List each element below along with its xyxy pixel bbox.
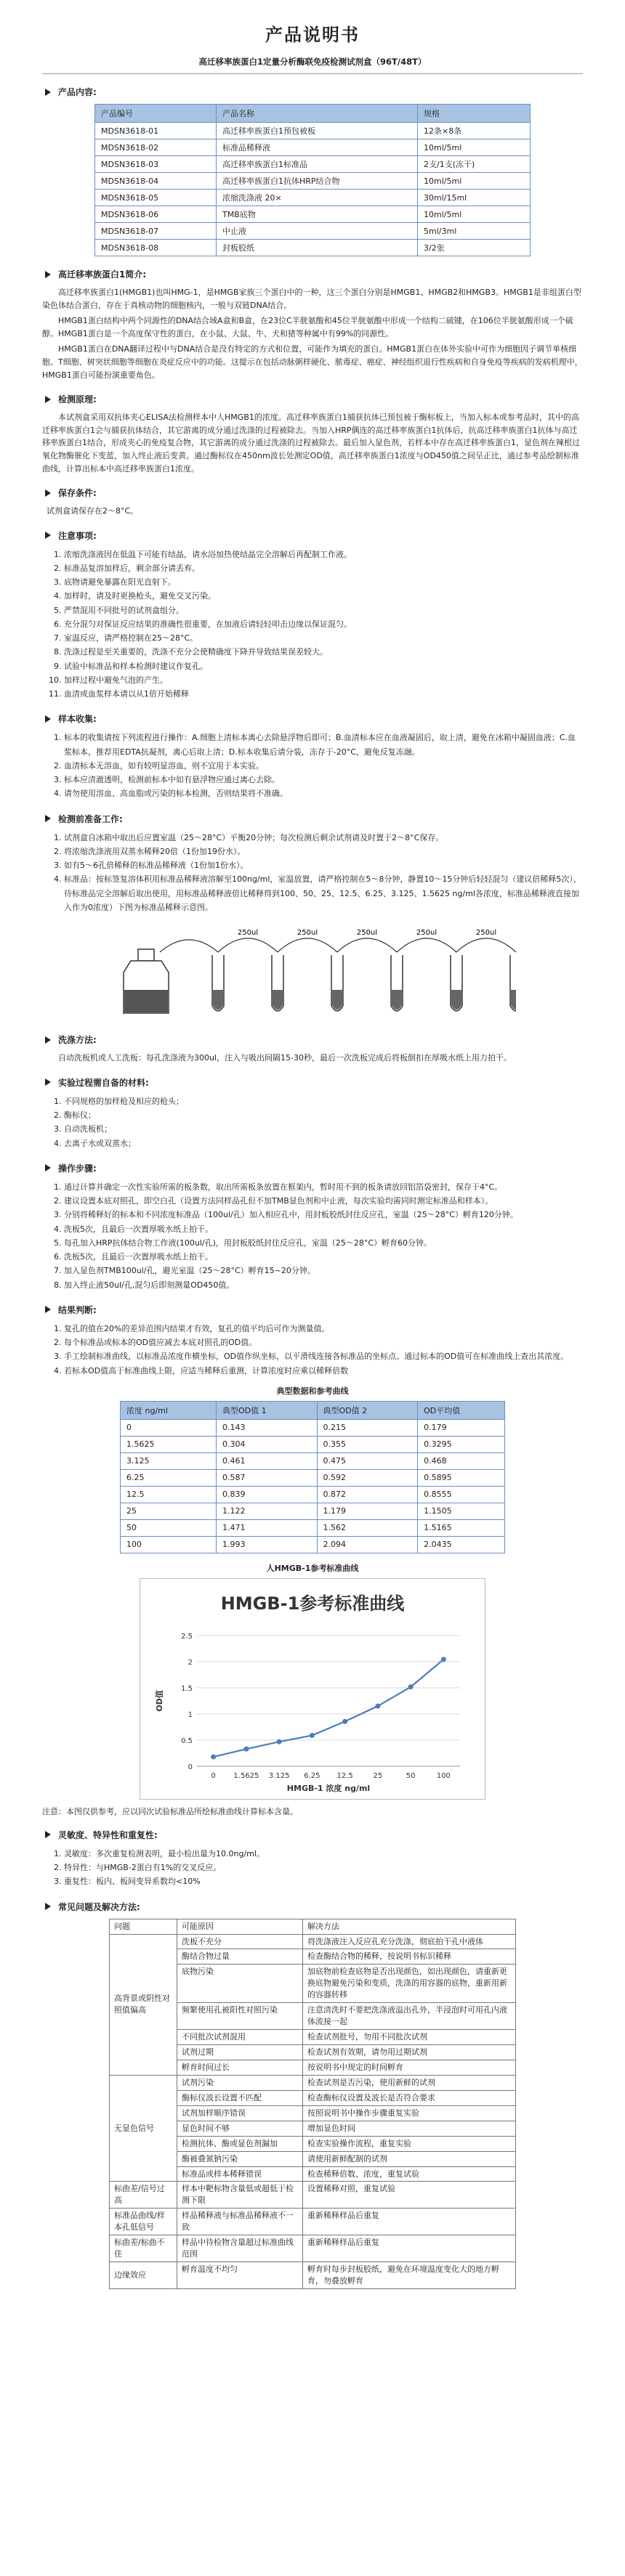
arrow-icon	[45, 1831, 51, 1838]
section-title: 结果判断:	[58, 1304, 97, 1315]
faq-cause: 样品稀释液与标准品稀释液不一致	[177, 2209, 303, 2235]
list-item: 1. 不同规格的加样枪及相应的枪头；	[64, 1094, 583, 1108]
section-notes	[42, 529, 583, 702]
x-tick-label: 3.125	[268, 1771, 290, 1780]
arrow-icon	[45, 1078, 51, 1086]
test-tube-icon	[331, 955, 343, 1011]
table-cell: MDSN3618-05	[95, 190, 217, 206]
contents-table	[94, 104, 531, 256]
data-point	[310, 1733, 315, 1738]
volume-label: 250ul	[237, 929, 259, 938]
samples-list	[42, 731, 583, 800]
table-header: 产品编号	[95, 105, 217, 123]
table-cell: 高迁移率族蛋白1预包被板	[217, 123, 418, 139]
notes-list	[42, 548, 583, 702]
table-cell: 0.592	[317, 1469, 418, 1486]
table-cell: 0.304	[216, 1436, 317, 1452]
wash-text: 自动洗板机或人工洗板：每孔洗涤液为300ul，注入与吸出间隔15-30秒，最后一次洗板完成后将板倒扣在厚吸水纸上用力拍干。	[58, 1053, 512, 1063]
transfer-arrow-icon	[160, 940, 218, 952]
list-item: 1. 灵敏度：多次重复检测表明，最小检出量为10.0ng/ml。	[64, 1847, 583, 1861]
arrow-icon	[45, 815, 51, 822]
table-cell: 0.872	[317, 1486, 418, 1503]
table-cell: 0.355	[317, 1436, 418, 1452]
table-cell: 50	[121, 1519, 217, 1536]
faq-solution: 检查试剂批号，勿用不同批次试剂	[303, 2030, 516, 2045]
section-title: 实验过程需自备的材料:	[58, 1077, 149, 1088]
table-header: 典型OD值 2	[317, 1401, 418, 1419]
faq-table	[109, 1919, 516, 2289]
table-row	[110, 2262, 516, 2289]
x-tick-label: 100	[436, 1771, 451, 1780]
test-tube-icon	[510, 955, 516, 1011]
faq-problem: 标曲差/信号过高	[110, 2182, 177, 2209]
arrow-icon	[45, 532, 51, 539]
table-cell: MDSN3618-02	[95, 139, 217, 156]
section-steps	[42, 1162, 583, 1292]
table-cell: 0.587	[216, 1469, 317, 1486]
faq-cause: 标准品或样本稀释错误	[177, 2166, 303, 2182]
list-item: 3. 如有5～6孔倍稀释的标准品稀释液（1份加1份水）。	[64, 858, 583, 872]
chart-caption: 人HMGB-1参考标准曲线	[266, 1563, 359, 1573]
section-title: 保存条件:	[58, 488, 97, 499]
list-item: 4. 去离子水或双蒸水；	[64, 1137, 583, 1150]
list-item: 8. 加入终止液50ul/孔,混匀后即刻测量OD450值。	[64, 1278, 583, 1292]
data-point	[375, 1703, 380, 1708]
section-title: 注意事项:	[58, 530, 97, 541]
list-item: 1. 通过计算并确定一次性实验所需的板条数，取出所需板条放置在框架内，暂时用不到的板条请放回铝箔袋密封，保存于4°C。	[64, 1180, 583, 1194]
list-item: 9. 试验中标准品和样本检测时建议作复孔。	[64, 659, 583, 673]
faq-solution: 孵育时每步封板胶纸，避免在环境温度变化大的地方孵育，勿叠放孵育	[303, 2262, 516, 2289]
y-tick-label: 2	[188, 1658, 193, 1667]
volume-label: 250ul	[297, 929, 318, 938]
table-cell: 2支/1支(冻干)	[418, 156, 531, 173]
list-item: 4. 加样时，请及时更换枪头，避免交叉污染。	[64, 589, 583, 603]
table-header: 问题	[110, 1919, 177, 1934]
faq-solution: 检查试剂有效期，请勿用过期试剂	[303, 2045, 516, 2060]
table-cell: 2.094	[317, 1536, 418, 1553]
x-tick-label: 12.5	[336, 1771, 353, 1780]
list-item: 4. 标准品：按标签复溶体积用标准品稀释液溶解至100ng/ml，室温放置，请严格控制在5～8分钟，静置10～15分钟后轻轻混匀（建议倍稀释5次），待标准品完全溶解后取出使用，用标准品稀释液倍比稀释得到100、50、25、12.5、6.25、3.125、1.5625 ng/ml各浓度，标准品稀释液直接加入作为0浓度）下图为标准品稀释示意图。	[64, 872, 583, 914]
table-row	[110, 2182, 516, 2209]
section-samples	[42, 712, 583, 800]
transfer-arrow-icon	[218, 938, 278, 952]
table-cell: 1.993	[216, 1536, 317, 1553]
table-cell: 0.215	[317, 1419, 418, 1436]
section-storage	[42, 487, 583, 518]
data-point	[277, 1739, 282, 1744]
table-row	[121, 1419, 505, 1436]
faq-solution: 检查实验操作流程，重复实验	[303, 2136, 516, 2151]
doc-title: 产品说明书	[265, 25, 360, 45]
chart-svg	[140, 1579, 485, 1799]
arrow-icon	[45, 1164, 51, 1171]
arrow-icon	[45, 1903, 51, 1910]
table-cell: 1.471	[216, 1519, 317, 1536]
table-row	[110, 1919, 516, 1934]
list-item: 3. 底物请避免暴露在阳光直射下。	[64, 575, 583, 589]
ref-table-caption: 典型数据和参考曲线	[276, 1386, 349, 1396]
y-tick-label: 1.5	[181, 1684, 193, 1693]
steps-list	[42, 1180, 583, 1292]
table-header: 典型OD值 1	[216, 1401, 317, 1419]
faq-solution: 检查酶结合物的稀释，按说明书标识稀释	[303, 1949, 516, 1964]
intro-paragraph: HMGB1蛋白在DNA翻译过程中与DNA结合是没有特定的方式和位置，可能作为填充的蛋白。HMGB1蛋白在体外实验中可作为细胞因子调节单核细胞、T细胞、树突状细胞等细胞在炎症反应中的功能。这提示在包括动脉粥样硬化、脓毒症、癌症、神经组织退行性疾病和自身免疫等疾病的发病机理中，HMGB1蛋白可能扮演重要角色。	[42, 344, 583, 380]
y-axis-label: OD值	[155, 1690, 164, 1712]
transfer-arrow-icon	[337, 938, 397, 952]
data-point	[342, 1719, 347, 1724]
section-title: 常见问题及解决方法:	[58, 1901, 140, 1912]
table-header: 规格	[418, 105, 531, 123]
list-item: 11. 血清或血浆样本请以从1倍开始稀释	[64, 687, 583, 701]
list-item: 1. 试剂盒自冰箱中取出后应置室温（25～28°C）平衡20分钟；每次检测后剩余试剂请及时置于2～8°C保存。	[64, 831, 583, 845]
divider	[42, 73, 583, 74]
faq-solution: 按说明书中规定的时间孵育	[303, 2060, 516, 2075]
section-title: 检测前准备工作:	[58, 813, 123, 824]
table-cell: 6.25	[121, 1469, 217, 1486]
table-cell: 10ml/5ml	[418, 206, 531, 223]
faq-cause: 试剂加样顺序错误	[177, 2105, 303, 2121]
x-tick-label: 1.5625	[233, 1771, 259, 1780]
x-tick-label: 50	[406, 1771, 416, 1780]
section-title: 操作步骤:	[58, 1163, 97, 1174]
volume-label: 250ul	[356, 929, 378, 938]
list-item: 6. 充分混匀对保证反应结果的准确性很重要，在加液后请轻轻叩击边缘以保证混匀。	[64, 617, 583, 631]
results-list	[42, 1322, 583, 1378]
faq-solution: 设置稀释对照，重复试验	[303, 2182, 516, 2209]
y-tick-label: 1	[188, 1710, 193, 1719]
prep-list	[42, 831, 583, 915]
table-row	[121, 1519, 505, 1536]
arrow-icon	[45, 1306, 51, 1313]
table-cell: 浓缩洗涤液 20×	[217, 190, 418, 206]
table-cell: MDSN3618-07	[95, 223, 217, 240]
table-cell: 3.125	[121, 1452, 217, 1469]
section-title: 样本收集:	[58, 714, 97, 725]
y-tick-label: 0	[188, 1763, 193, 1771]
section-title: 检测原理:	[58, 394, 97, 405]
table-row	[95, 173, 531, 190]
reference-table	[120, 1401, 505, 1553]
intro-paragraph: 高迁移率族蛋白1(HMGB1)也叫HMG-1，是HMGB家族三个蛋白中的一种，这三个蛋白分别是HMGB1、HMGB2和HMGB3。HMGB1是非组蛋白型染色体结合蛋白，存在于真核动物的细胞核内，一般与双链DNA结合。	[42, 288, 581, 310]
list-item: 2. 建议设置本底对照孔，即空白孔（设置方法同样品孔但不加TMB显色剂和中止液，每次实验均需同时测定标准品和样本）。	[64, 1194, 583, 1208]
list-item: 3. 重复性：板内、板间变异系数均<10%	[64, 1874, 583, 1888]
faq-solution: 重新稀释样品后重复	[303, 2235, 516, 2262]
table-cell: 25	[121, 1503, 217, 1519]
faq-cause: 不同批次试剂混用	[177, 2030, 303, 2045]
doc-subtitle: 高迁移率族蛋白1定量分析酶联免疫检测试剂盒（96T/48T）	[198, 57, 427, 67]
faq-problem: 标曲差/标曲不佳	[110, 2235, 177, 2262]
table-header: 解决方法	[303, 1919, 516, 1934]
list-item: 2. 特异性：与HMGB-2蛋白有1%的交叉反应。	[64, 1861, 583, 1874]
table-row	[121, 1503, 505, 1519]
standard-curve-chart	[140, 1578, 485, 1800]
table-header: OD平均值	[418, 1401, 505, 1419]
transfer-arrow-icon	[397, 938, 456, 952]
section-title: 洗涤方法:	[58, 1035, 97, 1046]
list-item: 3. 分别将稀释好的标本和不同浓度标准品（100ul/孔）加入相应孔中，用封板胶纸封住反应孔，室温（25～28°C）孵育120分钟。	[64, 1208, 583, 1222]
list-item: 6. 洗板5次，且最后一次置厚吸水纸上拍干。	[64, 1250, 583, 1264]
list-item: 7. 室温反应，请严格控制在25～28°C。	[64, 631, 583, 645]
table-cell: 1.5625	[121, 1436, 217, 1452]
list-item: 2. 血清标本无溶血，如有较明显溶血，则不宜用于本实验。	[64, 759, 583, 773]
table-cell: MDSN3618-06	[95, 206, 217, 223]
faq-cause: 样品中待检物含量超过标准曲线范围	[177, 2235, 303, 2262]
chart-note: 注意：本图仅供参考，应以同次试验标准品所绘标准曲线计算标本含量。	[42, 1806, 298, 1816]
table-cell: MDSN3618-01	[95, 123, 217, 139]
y-tick-label: 2.5	[181, 1632, 193, 1641]
section-wash	[42, 1033, 583, 1065]
faq-cause: 孵育时间过长	[177, 2060, 303, 2075]
arrow-icon	[45, 1036, 51, 1044]
faq-solution: 检查酶标仪设置及波长是否符合要求	[303, 2090, 516, 2105]
table-row	[95, 240, 531, 256]
x-tick-label: 6.25	[304, 1771, 320, 1780]
table-cell: 0.475	[317, 1452, 418, 1469]
faq-cause: 频繁使用孔被阳性对照污染	[177, 2003, 303, 2030]
list-item: 1. 标本的收集请按下列流程进行操作：A.细胞上清标本离心去除悬浮物后即可；B.血清标本应在血液凝固后，取上清，避免在冰箱中凝固血液；C.血浆标本，推荐用EDTA抗凝剂，离心后取上清；D.标本收集后请分装，冻存于-20°C，避免反复冻融。	[64, 731, 583, 759]
table-row	[121, 1452, 505, 1469]
faq-solution: 按照说明书中操作步骤重复实验	[303, 2105, 516, 2121]
table-cell: 12.5	[121, 1486, 217, 1503]
x-tick-label: 0	[211, 1771, 216, 1780]
y-tick-label: 0.5	[181, 1736, 193, 1745]
faq-cause: 检测抗体、酶或显色剂漏加	[177, 2136, 303, 2151]
table-cell: 10ml/5ml	[418, 173, 531, 190]
table-cell: 30ml/15ml	[418, 190, 531, 206]
table-row	[95, 123, 531, 139]
stock-bottle-icon	[124, 949, 169, 1013]
table-cell: 0.179	[418, 1419, 505, 1436]
list-item: 7. 加入显色剂TMB100ul/孔，避光室温（25～28°C）孵育15~20分钟。	[64, 1264, 583, 1277]
table-cell: 0	[121, 1419, 217, 1436]
table-cell: 1.179	[317, 1503, 418, 1519]
faq-solution: 增加显色时间	[303, 2121, 516, 2136]
table-cell: 1.5165	[418, 1519, 505, 1536]
section-contents	[42, 86, 583, 256]
table-row	[95, 139, 531, 156]
table-row	[95, 156, 531, 173]
data-point	[211, 1754, 216, 1759]
table-row	[95, 223, 531, 240]
faq-cause: 底物污染	[177, 1964, 303, 2003]
test-tube-icon	[272, 955, 283, 1011]
faq-cause: 酶结合物过量	[177, 1949, 303, 1964]
arrow-icon	[45, 271, 51, 278]
arrow-icon	[45, 89, 51, 96]
list-item: 3. 标本应清澈透明，检测前标本中如有悬浮物应通过离心去除。	[64, 773, 583, 787]
table-cell: 100	[121, 1536, 217, 1553]
sens-list	[42, 1847, 583, 1889]
table-cell: 1.562	[317, 1519, 418, 1536]
volume-label: 250ul	[475, 929, 497, 938]
list-item: 4. 洗板5次，且最后一次置厚吸水纸上拍干。	[64, 1222, 583, 1236]
list-item: 2. 将浓缩洗涤液用双蒸水稀释20倍（1份加19份水）。	[64, 845, 583, 858]
faq-solution: 加底物前检查底物是否出现颜色，如出现颜色，请重新更换底物避免污染和变质，洗涤的用容器的底物，重新用新的容器转移	[303, 1964, 516, 2003]
table-cell: 中止液	[217, 223, 418, 240]
list-item: 1. 复孔的值在20%的差异范围内结果才有效，复孔的值平均后可作为测量值。	[64, 1322, 583, 1336]
x-tick-label: 25	[373, 1771, 383, 1780]
table-row	[110, 1934, 516, 1949]
table-cell: 0.8555	[418, 1486, 505, 1503]
table-row	[121, 1486, 505, 1503]
list-item: 3. 自动洗板机；	[64, 1122, 583, 1136]
table-cell: MDSN3618-03	[95, 156, 217, 173]
table-cell: MDSN3618-04	[95, 173, 217, 190]
faq-cause: 样本中靶标物含量低或超低于检测下限	[177, 2182, 303, 2209]
table-row	[110, 2209, 516, 2235]
faq-problem: 无显色信号	[110, 2075, 177, 2182]
table-cell: 0.3295	[418, 1436, 505, 1452]
faq-cause: 酶被叠氮钠污染	[177, 2151, 303, 2166]
table-cell: TMB底物	[217, 206, 418, 223]
arrow-icon	[45, 489, 51, 497]
list-item: 8. 洗涤过程是至关重要的，洗涤不充分会使精确度下降并导致结果误差较大。	[64, 645, 583, 659]
faq-cause: 显色时间不够	[177, 2121, 303, 2136]
table-cell: 高迁移率族蛋白1抗体HRP结合物	[217, 173, 418, 190]
table-cell: 0.5895	[418, 1469, 505, 1486]
section-intro	[42, 268, 583, 381]
faq-cause: 孵育温度不均匀	[177, 2262, 303, 2289]
materials-list	[42, 1094, 583, 1150]
list-item: 4. 若标本OD值高于标准曲线上限，应适当稀释后重测，计算浓度时应乘以稀释倍数	[64, 1364, 583, 1378]
table-cell: 12条×8条	[418, 123, 531, 139]
table-cell: 1.122	[216, 1503, 317, 1519]
section-title: 高迁移率族蛋白1简介:	[58, 269, 147, 280]
intro-paragraph: HMGB1蛋白结构中两个同源性的DNA结合域A盒和B盒，在23位C半胱氨酸和45位半胱氨酸中形成一个结构二硫键，在106位半胱氨酸形成一个硫醇。HMGB1蛋白是一个高度保守性的蛋白，在小鼠、大鼠、牛、犬和猪等种属中有99%的同源性。	[42, 316, 573, 338]
list-item: 2. 每个标准品或标本的OD值应减去本底对照孔的OD值。	[64, 1336, 583, 1349]
faq-problem: 标准品曲线/样本孔低信号	[110, 2209, 177, 2235]
section-materials	[42, 1076, 583, 1150]
section-faq	[42, 1901, 583, 2289]
table-cell: 高迁移率族蛋白1标准品	[217, 156, 418, 173]
table-cell: 10ml/5ml	[418, 139, 531, 156]
transfer-arrow-icon	[278, 938, 337, 952]
test-tube-icon	[212, 955, 224, 1011]
table-cell: 0.468	[418, 1452, 505, 1469]
faq-solution: 将洗涤液注入反应孔充分洗涤，彻底拍干孔中液体	[303, 1934, 516, 1949]
test-tube-icon	[391, 955, 403, 1011]
table-row	[110, 2075, 516, 2090]
table-cell: 0.839	[216, 1486, 317, 1503]
chart-title: HMGB-1参考标准曲线	[220, 1593, 405, 1614]
table-cell: 5ml/3ml	[418, 223, 531, 240]
section-results	[42, 1304, 583, 1817]
faq-solution: 注意清洗时不要把洗涤液溢出孔外，半浸泡时可用孔内液体流接一起	[303, 2003, 516, 2030]
test-tube-icon	[451, 955, 462, 1011]
arrow-icon	[45, 715, 51, 723]
faq-solution: 重新稀释样品后重复	[303, 2209, 516, 2235]
faq-solution: 检查试剂是否污染，使用新鲜的试剂	[303, 2075, 516, 2090]
transfer-arrow-icon	[456, 938, 516, 952]
table-row	[121, 1469, 505, 1486]
table-cell: MDSN3618-08	[95, 240, 217, 256]
table-cell: 封板胶纸	[217, 240, 418, 256]
list-item: 4. 请勿使用溶血、高血脂或污染的标本检测，否则结果将不准确。	[64, 787, 583, 800]
table-row	[121, 1436, 505, 1452]
data-point	[243, 1747, 249, 1752]
volume-label: 250ul	[416, 929, 438, 938]
section-principle	[42, 393, 583, 475]
table-header: 浓度 ng/ml	[121, 1401, 217, 1419]
table-cell: 2.0435	[418, 1536, 505, 1553]
faq-problem: 边缘效应	[110, 2262, 177, 2289]
faq-cause: 酶标仪波长设置不匹配	[177, 2090, 303, 2105]
table-row	[95, 206, 531, 223]
table-header: 产品名称	[217, 105, 418, 123]
faq-cause: 试剂过期	[177, 2045, 303, 2060]
data-point	[441, 1657, 446, 1662]
table-row	[95, 190, 531, 206]
faq-solution: 检查稀释倍数、浓度，重复试验	[303, 2166, 516, 2182]
principle-paragraph: 本试剂盒采用双抗体夹心ELISA法检测样本中人HMGB1的浓度。高迁移率族蛋白1捕获抗体已预包被于酶标板上，当加入标本或参考品时，其中的高迁移率族蛋白1会与捕获抗体结合，其它游离的成分通过洗涤的过程被除去。当加入HRP偶连的高迁移率族蛋白1抗体后，抗高迁移率族蛋白1抗体与高迁移率族蛋白1结合，形成夹心的免疫复合物，其它游离的成分通过洗涤的过程被除去。最后加入显色剂，若样本中存在高迁移率族蛋白1，显色剂在辣根过氧化物酶催化下变蓝，加入终止液后变黄。通过酶标仪在450nm波长处测定OD值，高迁移率族蛋白1浓度与OD450值之间呈正比，通过参考品绘制标准曲线，计算出标本中高迁移率族蛋白1浓度。	[42, 413, 580, 474]
section-title: 灵敏度、特异性和重复性:	[58, 1829, 158, 1840]
series-line	[214, 1659, 444, 1757]
section-prep	[42, 813, 583, 1023]
section-title: 产品内容:	[58, 87, 97, 97]
arrow-icon	[45, 396, 51, 403]
table-header: 可能原因	[177, 1919, 303, 1934]
list-item: 2. 酶标仪；	[64, 1108, 583, 1122]
dilution-figure	[42, 920, 583, 1022]
list-item: 2. 标准品复溶加样后，剩余部分请丢弃。	[64, 561, 583, 575]
table-cell: 标准品稀释液	[217, 139, 418, 156]
data-point	[408, 1684, 414, 1689]
faq-cause: 洗板不充分	[177, 1934, 303, 1949]
table-cell: 0.461	[216, 1452, 317, 1469]
faq-solution: 请使用新鲜配制的试剂	[303, 2151, 516, 2166]
list-item: 5. 每孔加入HRP抗体结合物工作液(100ul/孔)，用封板胶纸封住反应孔，室温（25～28°C）孵育60分钟。	[64, 1236, 583, 1250]
list-item: 5. 严禁混用不同批号的试剂盒组分。	[64, 604, 583, 617]
x-axis-label: HMGB-1 浓度 ng/ml	[286, 1783, 371, 1793]
dilution-diagram	[109, 920, 516, 1022]
list-item: 10. 加样过程中避免气泡的产生。	[64, 673, 583, 687]
storage-text: 试剂盒请保存在2～8°C。	[47, 506, 139, 516]
section-sensitivity	[42, 1829, 583, 1889]
table-cell: 0.143	[216, 1419, 317, 1436]
list-item: 1. 浓缩洗涤液因在低温下可能有结晶，请水浴加热使结晶完全溶解后再配制工作液。	[64, 548, 583, 561]
table-cell: 3/2张	[418, 240, 531, 256]
faq-cause: 试剂污染	[177, 2075, 303, 2090]
table-row	[110, 2235, 516, 2262]
table-row	[121, 1536, 505, 1553]
list-item: 3. 手工绘制标准曲线，以标准品浓度作横坐标，OD值作纵坐标，以平滑线连接各标准品的坐标点。通过标本的OD值可在标准曲线上查出其浓度。	[64, 1349, 583, 1363]
faq-problem: 高背景或阴性对照值偏高	[110, 1934, 177, 2075]
table-cell: 1.1505	[418, 1503, 505, 1519]
